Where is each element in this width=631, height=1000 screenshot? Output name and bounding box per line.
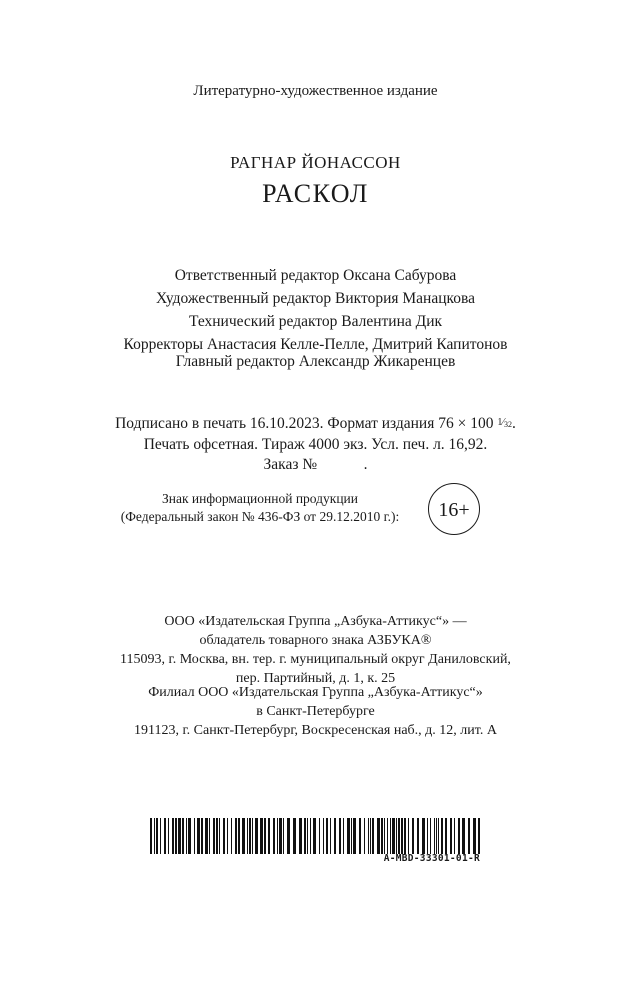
barcode-bar xyxy=(299,818,302,854)
author-name: РАГНАР ЙОНАССОН xyxy=(230,153,401,172)
barcode-bar xyxy=(268,818,270,854)
branch-line: 191123, г. Санкт-Петербург, Воскресенская наб., д. 12, лит. А xyxy=(134,723,497,738)
barcode-bar xyxy=(441,818,443,854)
barcode-bar xyxy=(450,818,452,854)
barcode-bar xyxy=(353,818,356,854)
series-label: Литературно-художественное издание xyxy=(193,83,438,99)
barcode-bar xyxy=(235,818,237,854)
barcode-bar xyxy=(359,818,361,854)
print-line-run: Печать офсетная. Тираж 4000 экз. Усл. печ. л. 16,92. xyxy=(143,436,488,453)
barcode-bar xyxy=(351,818,352,854)
fraction-numerator: 1 xyxy=(497,417,503,428)
book-title: РАСКОЛ xyxy=(262,179,369,208)
barcode-bar xyxy=(364,818,365,854)
publisher-line: ООО «Издательская Группа „Азбука-Аттикус“» — xyxy=(164,614,467,629)
barcode-bar xyxy=(445,818,447,854)
barcode-bar xyxy=(310,818,311,854)
barcode-bar xyxy=(227,818,228,854)
credit-line: Художественный редактор Виктория Манацкова xyxy=(156,290,475,307)
barcode-bar xyxy=(392,818,395,854)
barcode-bar xyxy=(478,818,480,854)
barcode-bar xyxy=(390,818,391,854)
barcode-bar xyxy=(219,818,220,854)
barcode-bar xyxy=(242,818,245,854)
barcode-bar xyxy=(186,818,187,854)
print-details xyxy=(0,413,631,475)
barcode-bar xyxy=(326,818,328,854)
barcode-bar xyxy=(422,818,425,854)
barcode-bar xyxy=(427,818,428,854)
barcode-bar xyxy=(279,818,282,854)
publisher-line: обладатель товарного знака АЗБУКА® xyxy=(199,633,432,648)
barcode-bar xyxy=(343,818,344,854)
publisher-info xyxy=(0,612,631,688)
barcode-bar xyxy=(168,818,169,854)
barcode-bar xyxy=(438,818,439,854)
barcode-bar xyxy=(313,818,316,854)
barcode-bar xyxy=(387,818,388,854)
branch-info xyxy=(0,683,631,740)
credit-line: Технический редактор Валентина Дик xyxy=(188,313,443,330)
barcode-bar xyxy=(209,818,210,854)
barcode-bar xyxy=(412,818,414,854)
barcode-bar xyxy=(396,818,397,854)
barcode-code: A-MBD-33301-01-R xyxy=(383,853,480,864)
credit-line: Корректоры Анастасия Келле-Пелле, Дмитрий Капитонов xyxy=(123,336,508,353)
barcode-bar xyxy=(283,818,284,854)
barcode-bar xyxy=(468,818,470,854)
format-fraction: $1⁄_{32}$ xyxy=(497,417,513,429)
barcode-bar xyxy=(330,818,331,854)
print-line-format xyxy=(0,413,631,435)
chief-editor: Главный редактор Александр Жикаренцев xyxy=(175,353,456,370)
barcode-image xyxy=(150,818,480,854)
branch-line: в Санкт-Петербурге xyxy=(256,704,375,719)
barcode-bar xyxy=(436,818,437,854)
barcode-bar xyxy=(339,818,341,854)
barcode-bar xyxy=(178,818,181,854)
barcode-bar xyxy=(264,818,266,854)
barcode-bar xyxy=(182,818,184,854)
barcode-bar xyxy=(323,818,324,854)
barcode-bar xyxy=(377,818,380,854)
barcode-bar xyxy=(252,818,253,854)
barcode-bar xyxy=(260,818,263,854)
barcode-bar xyxy=(347,818,350,854)
print-format-suffix: . xyxy=(512,415,516,432)
barcode-bar xyxy=(304,818,306,854)
fraction-denominator: 32 xyxy=(504,420,513,429)
publisher-line: пер. Партийный, д. 1, к. 25 xyxy=(235,671,396,686)
barcode-bar xyxy=(238,818,240,854)
barcode-bar xyxy=(247,818,248,854)
barcode-bar xyxy=(307,818,308,854)
barcode-bar xyxy=(454,818,455,854)
barcode-bar xyxy=(188,818,191,854)
age-rating-badge: 16+ xyxy=(428,483,480,535)
barcode-bar xyxy=(249,818,251,854)
barcode-bar xyxy=(201,818,203,854)
barcode-bar xyxy=(473,818,476,854)
barcode-bar xyxy=(156,818,158,854)
credit-line: Ответственный редактор Оксана Сабурова xyxy=(174,267,457,284)
barcode-bar xyxy=(430,818,431,854)
barcode-bar xyxy=(372,818,374,854)
barcode-bar xyxy=(205,818,208,854)
barcode-bar xyxy=(231,818,232,854)
barcode-bar xyxy=(462,818,465,854)
barcode-bar xyxy=(160,818,161,854)
barcode-bar xyxy=(154,818,155,854)
barcode-bar xyxy=(398,818,400,854)
barcode-bar xyxy=(384,818,385,854)
barcode-bar xyxy=(194,818,195,854)
editorial-credits xyxy=(0,264,631,356)
rating-line: Знак информационной продукции xyxy=(161,491,359,506)
publisher-line: 115093, г. Москва, вн. тер. г. муниципальный округ Даниловский, xyxy=(120,652,511,667)
barcode-bar xyxy=(197,818,200,854)
barcode-bar xyxy=(408,818,409,854)
print-format-text: Подписано в печать 16.10.2023. Формат издания 76 × 100 xyxy=(115,415,498,432)
barcode-bar xyxy=(401,818,403,854)
barcode-bar xyxy=(417,818,419,854)
barcode-bar xyxy=(277,818,278,854)
barcode-bar xyxy=(223,818,225,854)
barcode-bar xyxy=(458,818,460,854)
barcode-bar xyxy=(287,818,290,854)
barcode-bar xyxy=(381,818,383,854)
barcode-bar xyxy=(434,818,435,854)
barcode-bar xyxy=(370,818,371,854)
barcode-bar xyxy=(213,818,215,854)
barcode-bar xyxy=(164,818,166,854)
barcode-bar xyxy=(216,818,218,854)
print-line-order: Заказ № . xyxy=(263,456,368,473)
barcode-bar xyxy=(172,818,174,854)
barcode-bar xyxy=(273,818,275,854)
branch-line: Филиал ООО «Издательская Группа „Азбука-Аттикус“» xyxy=(148,685,483,700)
barcode-bar xyxy=(150,818,152,854)
barcode-bar xyxy=(368,818,369,854)
barcode-bar xyxy=(255,818,258,854)
barcode-bar xyxy=(319,818,320,854)
rating-line: (Федеральный закон № 436-ФЗ от 29.12.2010 г.): xyxy=(120,509,400,524)
barcode-bar xyxy=(175,818,177,854)
barcode-bar xyxy=(334,818,336,854)
barcode-bar xyxy=(293,818,296,854)
barcode-bar xyxy=(404,818,406,854)
